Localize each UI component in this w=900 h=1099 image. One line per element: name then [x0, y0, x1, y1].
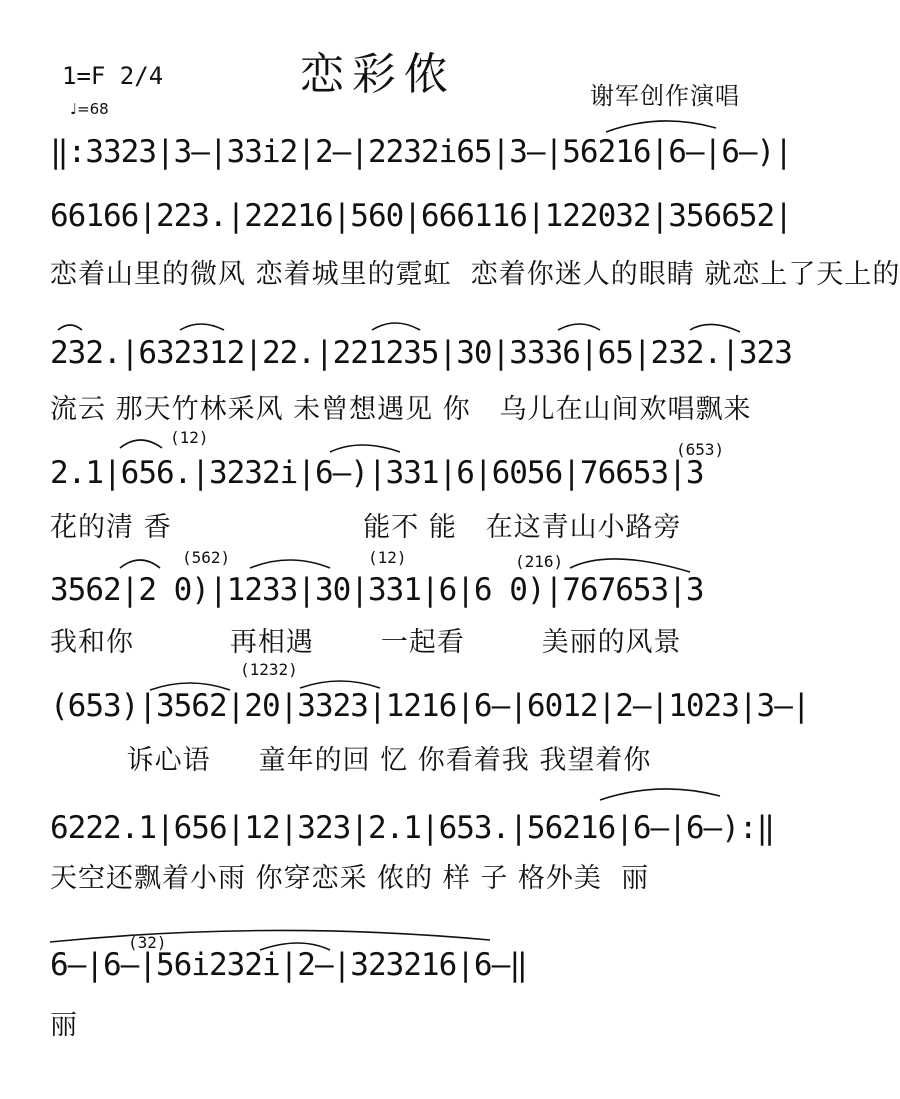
slur-mark: [120, 560, 160, 568]
key-signature: 1=F 2/4: [62, 62, 164, 90]
grace-note-marking: (216): [515, 552, 564, 571]
lyrics-line: 丽: [50, 1010, 78, 1041]
lyrics-line: 恋着山里的微风 恋着城里的霓虹 恋着你迷人的眼睛 就恋上了天上的: [50, 259, 900, 290]
composer-credit: 谢军创作演唱: [590, 82, 740, 110]
slur-mark: [58, 325, 82, 330]
slur-mark: [690, 324, 740, 332]
slur-mark: [120, 440, 162, 448]
lyrics-line: 花的清 香 能不 能 在这青山小路旁: [50, 512, 682, 543]
tempo-marking: ♩=68: [70, 100, 109, 118]
lyrics-line: 诉心语 童年的回 忆 你看着我 我望着你: [50, 745, 652, 776]
slur-mark: [570, 559, 690, 572]
slur-mark: [180, 324, 224, 330]
grace-note-marking: (653): [676, 440, 725, 459]
grace-note-marking: (562): [182, 548, 231, 567]
slur-mark: [250, 560, 330, 568]
notation-line: 6222.1|656|12|323|2.1|653.|56216|6–|6–):‖: [50, 810, 775, 846]
notation-line: 232.|632312|22.|221235|30|3336|65|232.|323: [50, 335, 792, 371]
grace-note-marking: (12): [170, 428, 209, 447]
lyrics-line: 流云 那天竹林采风 未曾想遇见 你 乌儿在山间欢唱飘来: [50, 394, 752, 425]
notation-line: 2.1|656.|3232i|6–)|331|6|6056|76653|3: [50, 455, 704, 491]
slur-mark: [50, 930, 490, 942]
notation-line: 3562|2 0)|1233|30|331|6|6 0)|767653|3: [50, 572, 704, 608]
grace-note-marking: (12): [368, 548, 407, 567]
notation-line: (653)|3562|20|3323|1216|6–|6012|2–|1023|3–|: [50, 688, 810, 724]
song-title: 恋彩侬: [300, 49, 456, 100]
grace-note-marking: (32): [128, 933, 167, 952]
notation-line: ‖:3323|3–|33i2|2–|2232i65|3–|56216|6–|6–)|: [50, 134, 792, 170]
lyrics-line: 天空还飘着小雨 你穿恋采 侬的 样 子 格外美 丽: [50, 863, 650, 894]
slur-mark: [600, 789, 720, 800]
notation-line: 6–|6–|56i232i|2–|323216|6–‖: [50, 947, 527, 983]
slur-mark: [558, 324, 600, 330]
slur-mark: [300, 681, 380, 688]
lyrics-line: 我和你 再相遇 一起看 美丽的风景: [50, 627, 682, 658]
slur-mark: [330, 445, 400, 452]
slur-mark: [606, 121, 716, 132]
slur-mark: [372, 323, 420, 330]
grace-note-marking: (1232): [240, 660, 298, 679]
notation-line: 66166|223.|22216|560|666116|122032|356652|: [50, 198, 792, 234]
